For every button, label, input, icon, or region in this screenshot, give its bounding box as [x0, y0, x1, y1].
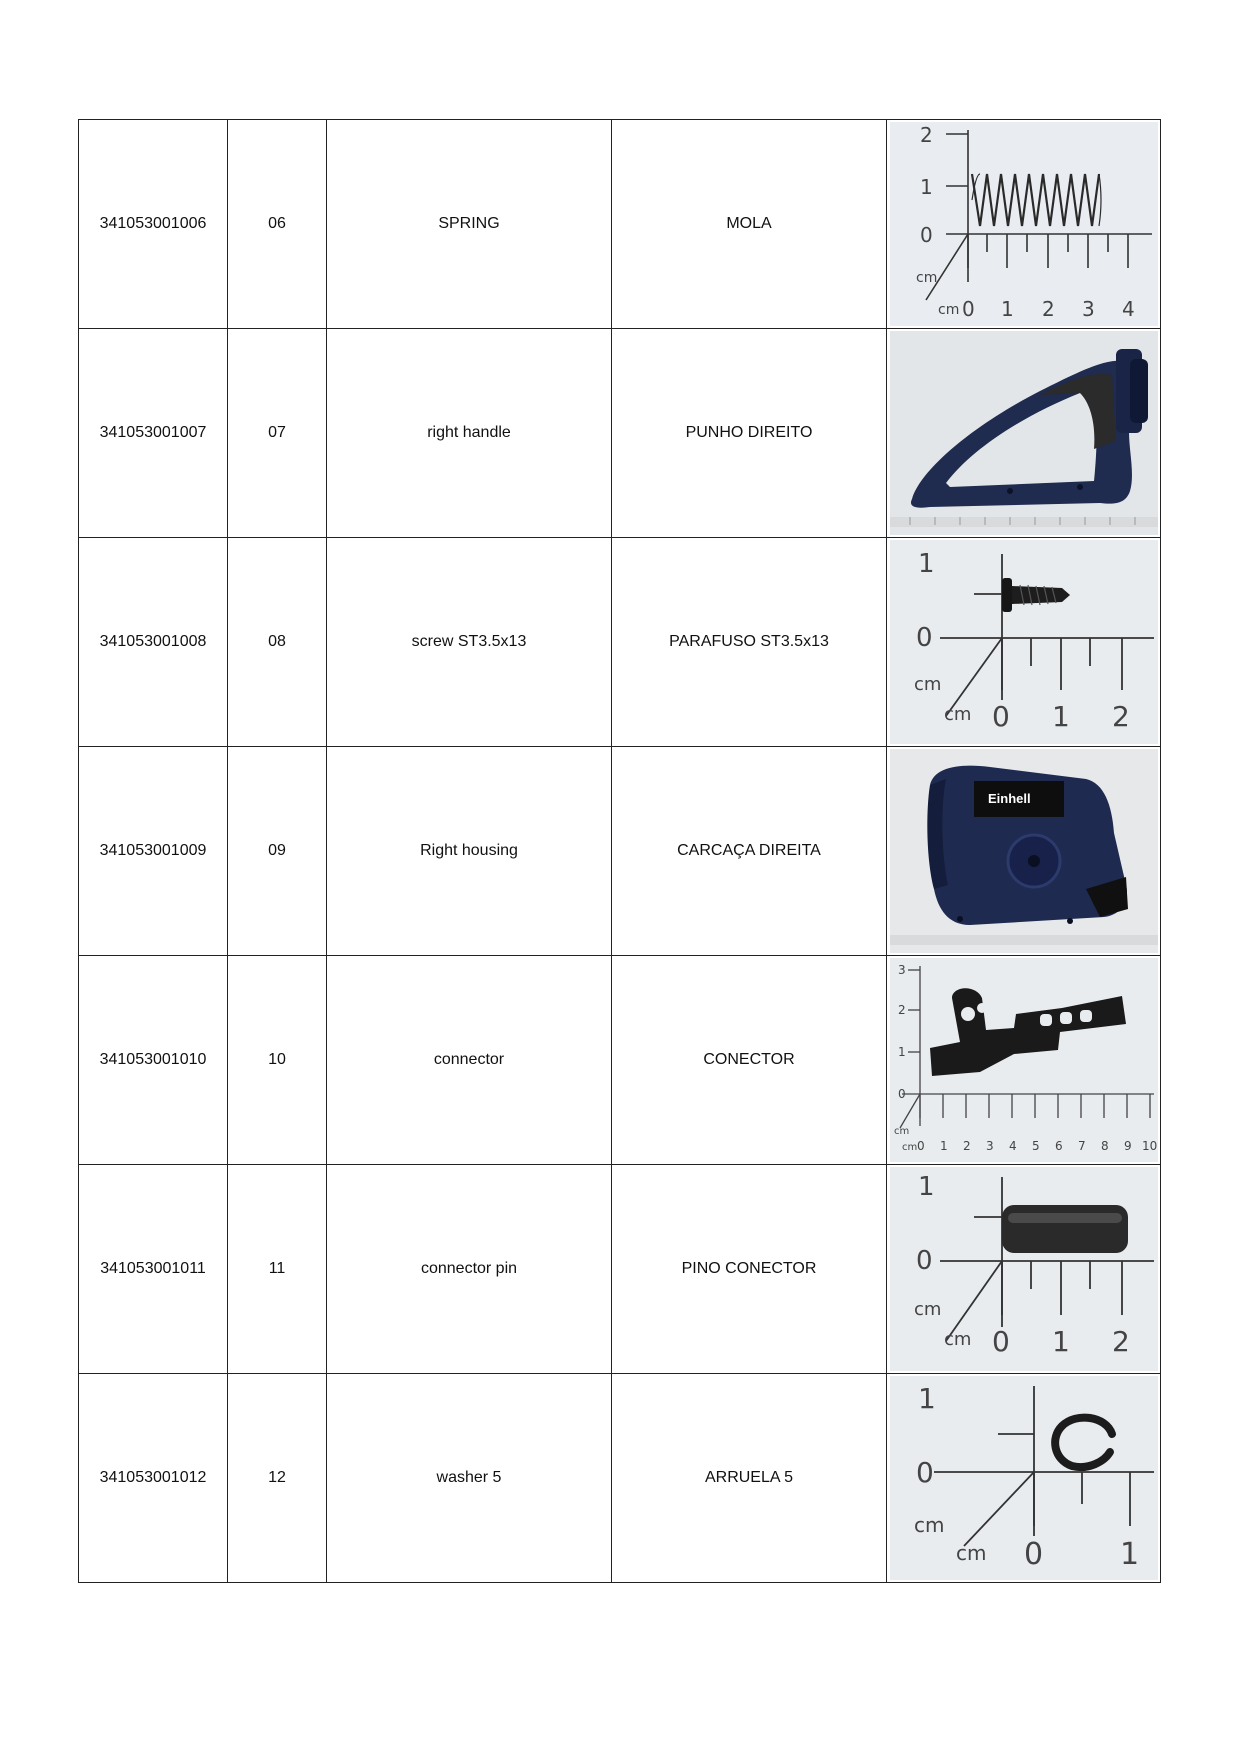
- scale-y-label: 0: [915, 1246, 933, 1276]
- scale-y-label: 1: [897, 1045, 906, 1059]
- scale-x-label: 4: [1008, 1139, 1017, 1153]
- scale-x-label: 1: [939, 1139, 948, 1153]
- position-number: 12: [228, 1374, 327, 1583]
- scale-x-label: 2: [1111, 1325, 1130, 1358]
- screw-photo: [890, 540, 1158, 744]
- right-housing-photo: [890, 749, 1158, 953]
- table-row: [79, 538, 1161, 747]
- part-name-pt: PUNHO DIREITO: [612, 329, 887, 538]
- part-name-pt: PINO CONECTOR: [612, 1165, 887, 1374]
- position-number: 10: [228, 956, 327, 1165]
- scale-x-label: 6: [1054, 1139, 1063, 1153]
- part-image-cell: [887, 1374, 1161, 1583]
- scale-x-label: 3: [1081, 297, 1095, 321]
- scale-unit-label: cm: [901, 1142, 917, 1153]
- part-name-en: connector: [327, 956, 612, 1165]
- part-name-en: SPRING: [327, 120, 612, 329]
- scale-x-label: 0: [916, 1139, 925, 1153]
- part-name-pt: CARCAÇA DIREITA: [612, 747, 887, 956]
- position-number: 07: [228, 329, 327, 538]
- position-number: 06: [228, 120, 327, 329]
- connector-pin-photo: [890, 1167, 1158, 1371]
- scale-x-label: 3: [985, 1139, 994, 1153]
- scale-unit-label: cm: [893, 1126, 909, 1137]
- scale-y-label: 0: [915, 1456, 934, 1489]
- part-name-en: washer 5: [327, 1374, 612, 1583]
- scale-x-label: 2: [962, 1139, 971, 1153]
- scale-x-label: 1: [1051, 700, 1070, 733]
- scale-unit-label: cm: [943, 1329, 971, 1350]
- scale-unit-label: cm: [913, 1299, 941, 1320]
- parts-table: [78, 119, 1161, 1583]
- table-row: [79, 1374, 1161, 1583]
- part-number: 341053001006: [79, 120, 228, 329]
- scale-x-label: 5: [1031, 1139, 1040, 1153]
- scale-x-label: 1: [1000, 297, 1014, 321]
- connector-photo: [890, 958, 1158, 1162]
- scale-x-label: 1: [1051, 1325, 1070, 1358]
- scale-unit-label: cm: [943, 704, 971, 725]
- part-number: 341053001009: [79, 747, 228, 956]
- part-name-pt: PARAFUSO ST3.5x13: [612, 538, 887, 747]
- washer-photo: [890, 1376, 1158, 1580]
- part-name-en: Right housing: [327, 747, 612, 956]
- position-number: 11: [228, 1165, 327, 1374]
- part-image-cell: [887, 120, 1161, 329]
- scale-y-label: 2: [919, 123, 933, 147]
- table-row: [79, 329, 1161, 538]
- scale-unit-label: cm: [955, 1541, 986, 1565]
- part-number: 341053001008: [79, 538, 228, 747]
- scale-x-label: 1: [1119, 1537, 1139, 1572]
- right-handle-photo: [890, 331, 1158, 535]
- scale-x-label: 10: [1141, 1139, 1157, 1153]
- scale-x-label: 2: [1111, 700, 1130, 733]
- part-image-cell: [887, 538, 1161, 747]
- part-name-pt: MOLA: [612, 120, 887, 329]
- table-row: [79, 1165, 1161, 1374]
- part-number: 341053001012: [79, 1374, 228, 1583]
- part-number: 341053001011: [79, 1165, 228, 1374]
- table-row: [79, 747, 1161, 956]
- part-name-en: right handle: [327, 329, 612, 538]
- position-number: 09: [228, 747, 327, 956]
- part-image-cell: [887, 1165, 1161, 1374]
- scale-y-label: 1: [919, 175, 933, 199]
- part-number: 341053001007: [79, 329, 228, 538]
- part-name-pt: CONECTOR: [612, 956, 887, 1165]
- table-row: [79, 120, 1161, 329]
- scale-x-label: 0: [991, 1325, 1010, 1358]
- scale-unit-label: cm: [937, 302, 959, 318]
- scale-x-label: 9: [1123, 1139, 1132, 1153]
- part-name-en: screw ST3.5x13: [327, 538, 612, 747]
- scale-x-label: 0: [1023, 1537, 1043, 1572]
- scale-y-label: 1: [917, 1382, 936, 1415]
- part-image-cell: [887, 747, 1161, 956]
- part-image-cell: [887, 956, 1161, 1165]
- scale-y-label: 1: [917, 549, 935, 579]
- scale-x-label: 0: [961, 297, 975, 321]
- scale-unit-label: cm: [915, 270, 937, 286]
- position-number: 08: [228, 538, 327, 747]
- scale-unit-label: cm: [913, 674, 941, 695]
- scale-y-label: 1: [917, 1172, 935, 1202]
- part-number: 341053001010: [79, 956, 228, 1165]
- einhell-logo: Einhell: [987, 791, 1031, 806]
- scale-x-label: 2: [1041, 297, 1055, 321]
- scale-y-label: 3: [897, 963, 906, 977]
- scale-x-label: 0: [991, 700, 1010, 733]
- part-name-en: connector pin: [327, 1165, 612, 1374]
- scale-x-label: 4: [1121, 297, 1135, 321]
- scale-y-label: 0: [897, 1087, 906, 1101]
- table-row: [79, 956, 1161, 1165]
- scale-y-label: 2: [897, 1003, 906, 1017]
- part-name-pt: ARRUELA 5: [612, 1374, 887, 1583]
- scale-unit-label: cm: [913, 1513, 944, 1537]
- spring-photo: [890, 122, 1158, 326]
- scale-x-label: 8: [1100, 1139, 1109, 1153]
- scale-y-label: 0: [919, 223, 933, 247]
- scale-x-label: 7: [1077, 1139, 1086, 1153]
- part-image-cell: [887, 329, 1161, 538]
- scale-y-label: 0: [915, 623, 933, 653]
